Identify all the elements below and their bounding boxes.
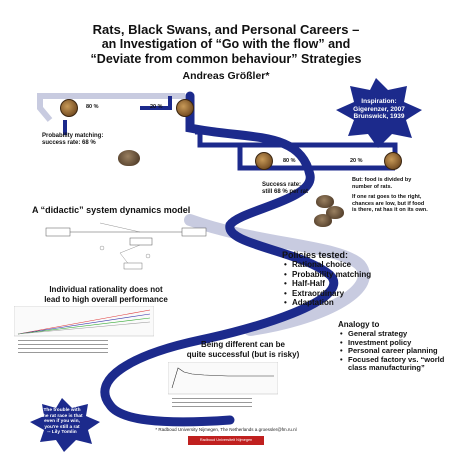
different-line-1: Being different can be [200, 340, 285, 349]
policy-item: • Adaptation [292, 298, 371, 308]
policies-section [282, 250, 371, 308]
policy-item: • Rational choice [292, 260, 371, 270]
policy-item: • Half-Half [292, 279, 371, 289]
exp1-result [42, 133, 103, 147]
analogy-item: • General strategy [348, 330, 448, 339]
analogy-item: • Investment policy [348, 339, 448, 348]
exp1-left-pct: 80 % [86, 104, 99, 110]
exp2-note-line-4: chances are low, but if food [352, 200, 425, 207]
quote-line-2: the rat race is that [41, 413, 83, 419]
food-coin-left-2 [255, 152, 273, 170]
quote-line-3: even if you win, [44, 419, 80, 425]
different-graph [168, 362, 278, 412]
quote-line-5: -- Lily Tomlin [47, 430, 77, 436]
inspiration-line-1: Inspiration: [361, 98, 397, 105]
poster-title [20, 22, 432, 67]
exp2-note [352, 177, 450, 214]
rat-image-1 [118, 150, 140, 166]
title-line-3: “Deviate from common behaviour” Strategies [90, 52, 362, 66]
legend-line [18, 344, 108, 345]
rationality-line-1: Individual rationality does not [49, 285, 163, 294]
analogy-item: • Personal career planning [348, 347, 448, 356]
exp2-note-line-1: But: food is divided by [352, 177, 412, 183]
legend-line [18, 348, 108, 349]
inspiration-text [344, 98, 414, 121]
title-line-1: Rats, Black Swans, and Personal Careers – [92, 22, 360, 37]
aux-node-1 [100, 246, 104, 250]
analogy-item: • Focused factory vs. “world class manufacturing” [348, 356, 448, 373]
system-dynamics-diagram [40, 218, 220, 273]
footer-affiliation: * Radboud University Nijmegen, The Netherlands a.groessler@fm.ru.nl [155, 427, 297, 432]
legend-line [18, 352, 108, 353]
exp2-note-line-2: number of rats. [352, 183, 393, 190]
policies-list [282, 260, 371, 308]
legend-line [172, 406, 252, 407]
author: Andreas Größler* [182, 70, 270, 82]
legend-line [18, 340, 108, 341]
stock-box-3 [130, 238, 152, 245]
rationality-line-2: lead to high overall performance [44, 295, 168, 304]
inspiration-line-2: Gigerenzer, 2007 [353, 105, 405, 113]
link-1 [100, 223, 140, 232]
legend-line [172, 398, 252, 399]
exp1-result-line-1: Probability matching: [42, 133, 104, 139]
exp1-result-line-2: success rate: 68 % [42, 140, 96, 146]
analogy-section [338, 320, 448, 373]
analogy-list [338, 330, 448, 373]
exp2-note-line-3: If one rat goes to the right, [352, 194, 422, 200]
policies-heading: Policies tested: [282, 250, 349, 260]
food-coin-right-1 [176, 99, 194, 117]
exp1-right-pct: 20 % [150, 104, 163, 110]
different-statement [168, 340, 318, 360]
exp2-note-line-5: is there, rat has it on its own. [352, 207, 428, 213]
link-2 [120, 245, 140, 253]
inspiration-line-3: Brunswick, 1939 [353, 113, 405, 120]
exp2-success [262, 182, 308, 196]
food-coin-right-2 [384, 152, 402, 170]
exp2-right-pct: 20 % [350, 158, 363, 164]
title-line-2: an Investigation of “Go with the flow” and [101, 37, 351, 51]
stock-box-1 [46, 228, 70, 236]
stock-box-2 [182, 228, 206, 236]
quote-line-1: The trouble with [43, 408, 81, 413]
food-coin-left-1 [60, 99, 78, 117]
aux-node-2 [146, 254, 150, 258]
legend-line [172, 402, 252, 403]
graph-legend-1 [18, 340, 108, 353]
graph-legend-2 [172, 398, 252, 407]
exp2-success-line-2: still 68 % per rat [262, 189, 309, 195]
policy-item: • Extraordinary [292, 289, 371, 299]
quote-line-4: you're still a rat [44, 424, 80, 430]
rationality-graph [14, 306, 154, 356]
logo-text: Radboud Universiteit Nijmegen [199, 438, 253, 442]
model-heading: A “didactic” system dynamics model [32, 205, 191, 215]
policy-item: • Probability matching [292, 270, 371, 280]
rat-image-2c [314, 214, 332, 227]
exp2-success-line-1: Success rate: [262, 182, 302, 188]
rationality-statement [16, 285, 196, 305]
analogy-heading: Analogy to [338, 320, 380, 329]
university-logo [188, 436, 264, 445]
exp2-left-pct: 80 % [283, 158, 296, 164]
stock-box-4 [124, 263, 142, 269]
graph-frame-2 [168, 362, 278, 394]
different-line-2: quite successful (but is risky) [186, 350, 300, 359]
